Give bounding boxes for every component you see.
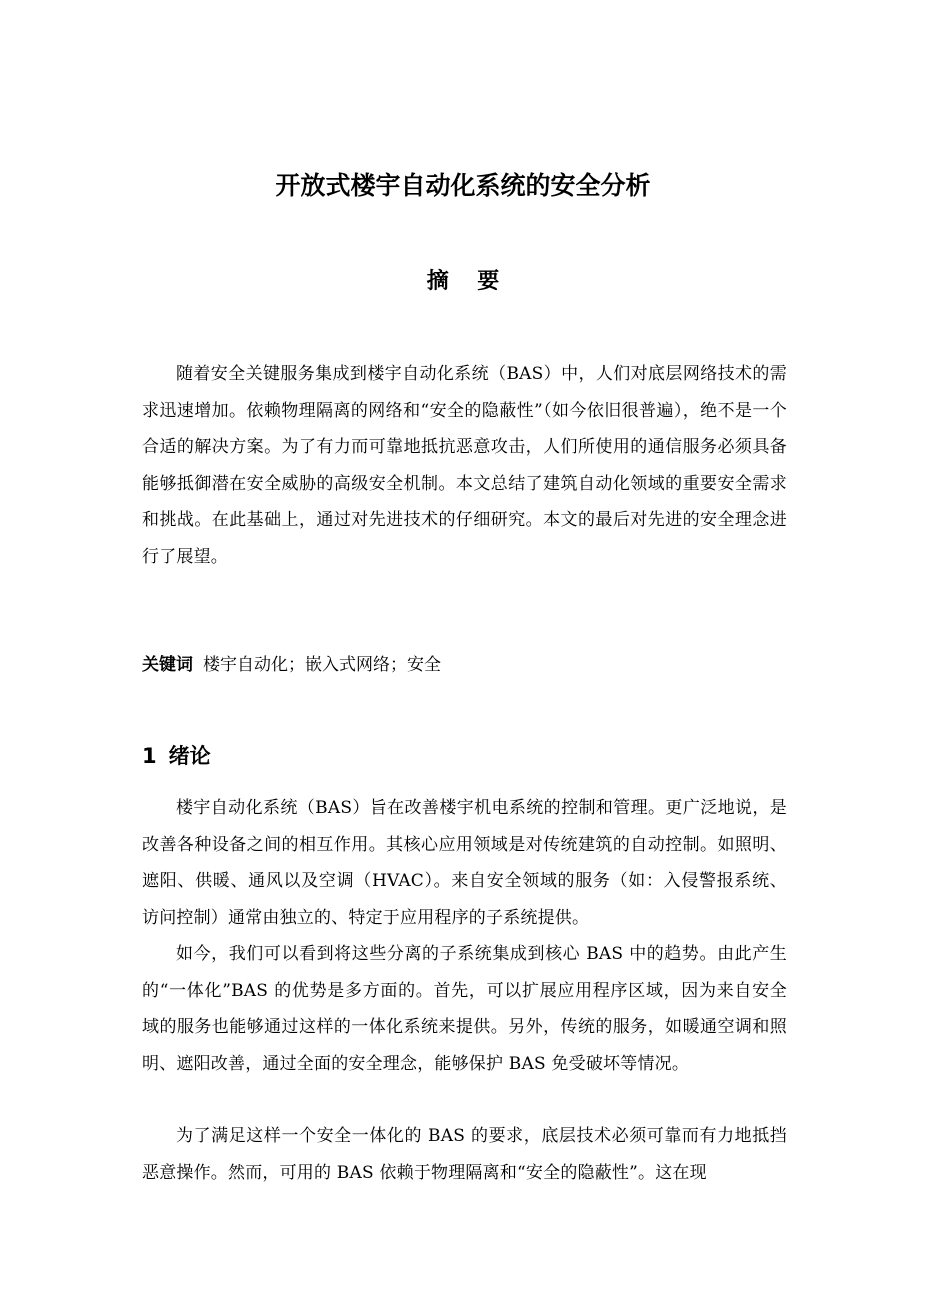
section-number: 1 bbox=[142, 744, 157, 768]
section-heading bbox=[142, 740, 211, 772]
body-paragraph: 楼宇自动化系统（BAS）旨在改善楼宇机电系统的控制和管理。更广泛地说，是改善各种设备之间的相互作用。其核心应用领域是对传统建筑的自动控制。如照明、遮阳、供暖、通风以及空调（HVAC）。来自安全领域的服务（如：入侵警报系统、访问控制）通常由独立的、特定于应用程序的子系统提供。 bbox=[142, 798, 787, 928]
body-paragraph: 为了满足这样一个安全一体化的 BAS 的要求，底层技术必须可靠而有力地抵挡恶意操作。然而，可用的 BAS 依赖于物理隔离和“安全的隐蔽性”。这在现 bbox=[142, 1126, 787, 1183]
keywords-label: 关键词 bbox=[142, 655, 193, 675]
abstract-paragraph: 随着安全关键服务集成到楼宇自动化系统（BAS）中，人们对底层网络技术的需求迅速增加。依赖物理隔离的网络和“安全的隐蔽性”（如今依旧很普遍），绝不是一个合适的解决方案。为了有力而可靠地抵抗恶意攻击，人们所使用的通信服务必须具备能够抵御潜在安全威胁的高级安全机制。本文总结了建筑自动化领域的重要安全需求和挑战。在此基础上，通过对先进技术的仔细研究。本文的最后对先进的安全理念进行了展望。 bbox=[142, 364, 787, 567]
body-paragraph: 如今，我们可以看到将这些分离的子系统集成到核心 BAS 中的趋势。由此产生的“一体化”BAS 的优势是多方面的。首先，可以扩展应用程序区域，因为来自安全域的服务也能够通过这样的一体化系统来提供。另外，传统的服务，如暖通空调和照明、遮阳改善，通过全面的安全理念，能够保护 BAS 免受破坏等情况。 bbox=[142, 944, 787, 1074]
section-title: 绪论 bbox=[168, 744, 211, 768]
keywords-text: 楼宇自动化；嵌入式网络；安全 bbox=[203, 655, 441, 675]
keywords-line bbox=[142, 650, 441, 680]
document-title: 开放式楼宇自动化系统的安全分析 bbox=[275, 171, 651, 200]
abstract-heading: 摘要 bbox=[426, 269, 528, 294]
